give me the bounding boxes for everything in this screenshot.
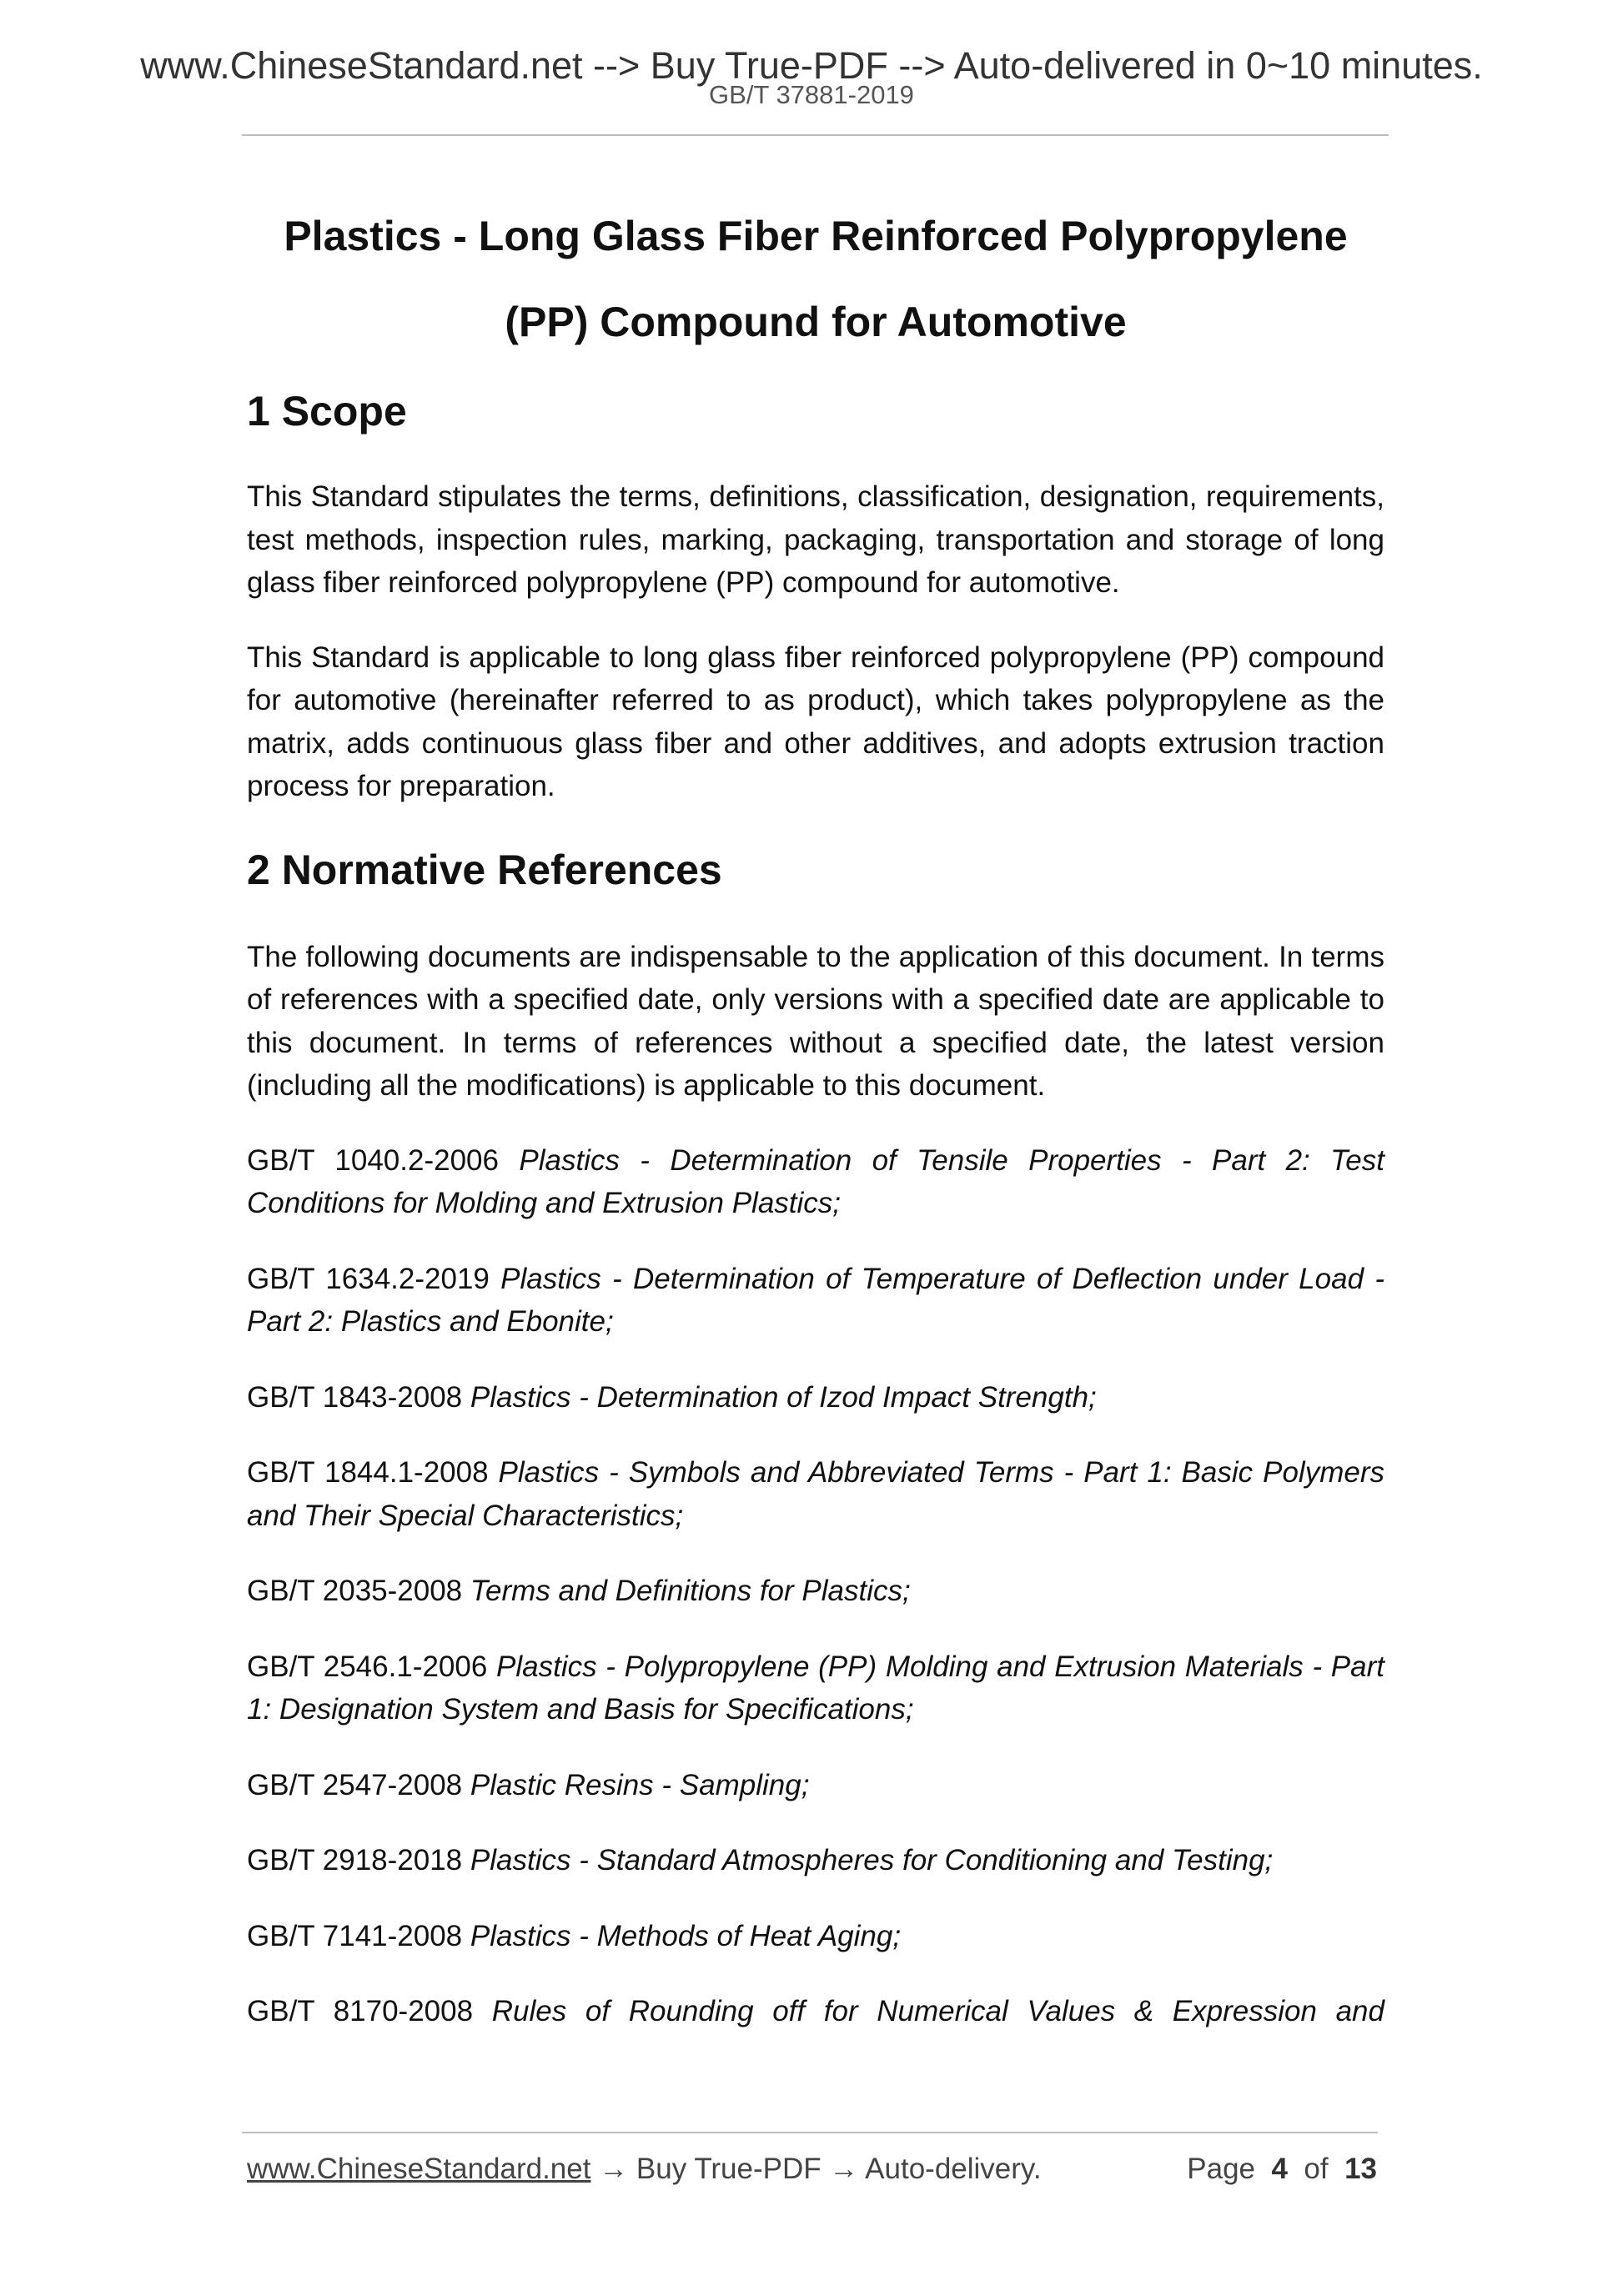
standard-code: GB/T 37881-2019 bbox=[709, 80, 914, 109]
reference-title: Plastics - Determination of Temperature of Deflection under Load - Part 2: Plastics and Ebonite; bbox=[247, 1262, 1384, 1338]
reference-code: GB/T 2918-2018 bbox=[247, 1844, 463, 1876]
reference-title: Rules of Rounding off for Numerical Values & Expression and bbox=[491, 1995, 1384, 2027]
document-title-line-2: (PP) Compound for Automotive bbox=[505, 299, 1127, 345]
reference-title: Terms and Definitions for Plastics; bbox=[470, 1575, 911, 1607]
reference-code: GB/T 1844.1-2008 bbox=[247, 1456, 489, 1489]
reference-item bbox=[247, 1839, 1384, 1882]
scope-paragraph-2: This Standard is applicable to long glass fiber reinforced polypropylene (PP) compound for automotive (hereinafter referred to as product), which takes polypropylene as the matrix, adds continuous glass fiber and other additives, and adopts extrusion traction process for preparation. bbox=[247, 641, 1384, 802]
reference-item bbox=[247, 1376, 1384, 1419]
reference-code: GB/T 8170-2008 bbox=[247, 1995, 474, 2027]
footer-tagline: → Buy True-PDF → Auto-delivery. bbox=[590, 2153, 1042, 2185]
reference-title: Plastics - Standard Atmospheres for Conditioning and Testing; bbox=[470, 1844, 1274, 1876]
reference-item bbox=[247, 1915, 1384, 1958]
reference-title: Plastics - Determination of Tensile Properties - Part 2: Test Conditions for Molding and Extrusion Plastics; bbox=[247, 1143, 1384, 1219]
section-1-heading: 1 Scope bbox=[247, 388, 407, 435]
reference-code: GB/T 2546.1-2006 bbox=[247, 1650, 488, 1683]
top-banner: www.ChineseStandard.net --> Buy True-PDF --> Auto-delivered in 0~10 minutes. bbox=[140, 44, 1483, 87]
reference-title: Plastic Resins - Sampling; bbox=[470, 1768, 810, 1801]
reference-item bbox=[247, 1258, 1384, 1344]
reference-title: Plastics - Methods of Heat Aging; bbox=[470, 1919, 902, 1952]
section-2-heading: 2 Normative References bbox=[247, 846, 722, 893]
reference-item bbox=[247, 1139, 1384, 1225]
document-title bbox=[247, 193, 1384, 365]
reference-title: Plastics - Determination of Izod Impact Strength; bbox=[470, 1380, 1097, 1414]
reference-title: Plastics - Symbols and Abbreviated Terms - Part 1: Basic Polymers and Their Special Characteristics; bbox=[247, 1456, 1384, 1532]
reference-item bbox=[247, 1451, 1384, 1537]
reference-code: GB/T 2035-2008 bbox=[247, 1575, 463, 1607]
page-total: 13 bbox=[1344, 2153, 1377, 2185]
page-label: Page bbox=[1187, 2153, 1256, 2185]
reference-item bbox=[247, 1570, 1384, 1613]
reference-code: GB/T 1634.2-2019 bbox=[247, 1262, 490, 1295]
normative-intro-paragraph: The following documents are indispensable to the application of this document. In terms of references with a specified date, only versions with a specified date are applicable to this document. In terms of references without a specified date, the latest version (including all the modifications) is applicable to this document. bbox=[247, 940, 1384, 1102]
reference-item bbox=[247, 1990, 1384, 2033]
reference-title: Plastics - Polypropylene (PP) Molding and Extrusion Materials - Part 1: Designation System and Basis for Specifications; bbox=[247, 1650, 1384, 1726]
page-number bbox=[1187, 2152, 1377, 2187]
footer-site-link[interactable]: www.ChineseStandard.net bbox=[247, 2153, 591, 2185]
reference-code: GB/T 7141-2008 bbox=[247, 1919, 463, 1952]
page-of-label: of bbox=[1304, 2153, 1329, 2185]
header-divider bbox=[242, 134, 1389, 136]
reference-code: GB/T 1040.2-2006 bbox=[247, 1143, 499, 1177]
reference-item bbox=[247, 1764, 1384, 1807]
document-body bbox=[247, 193, 1384, 2033]
footer-left bbox=[247, 2152, 1042, 2187]
reference-code: GB/T 2547-2008 bbox=[247, 1768, 463, 1801]
page-current: 4 bbox=[1271, 2153, 1288, 2185]
reference-code: GB/T 1843-2008 bbox=[247, 1380, 463, 1414]
footer-divider bbox=[242, 2132, 1378, 2133]
scope-paragraph-1: This Standard stipulates the terms, definitions, classification, designation, requirements, test methods, inspection rules, marking, packaging, transportation and storage of long glass fiber reinforced polypropylene (PP) compound for automotive. bbox=[247, 480, 1384, 599]
document-title-line-1: Plastics - Long Glass Fiber Reinforced Polypropylene bbox=[284, 213, 1348, 259]
reference-item bbox=[247, 1645, 1384, 1731]
